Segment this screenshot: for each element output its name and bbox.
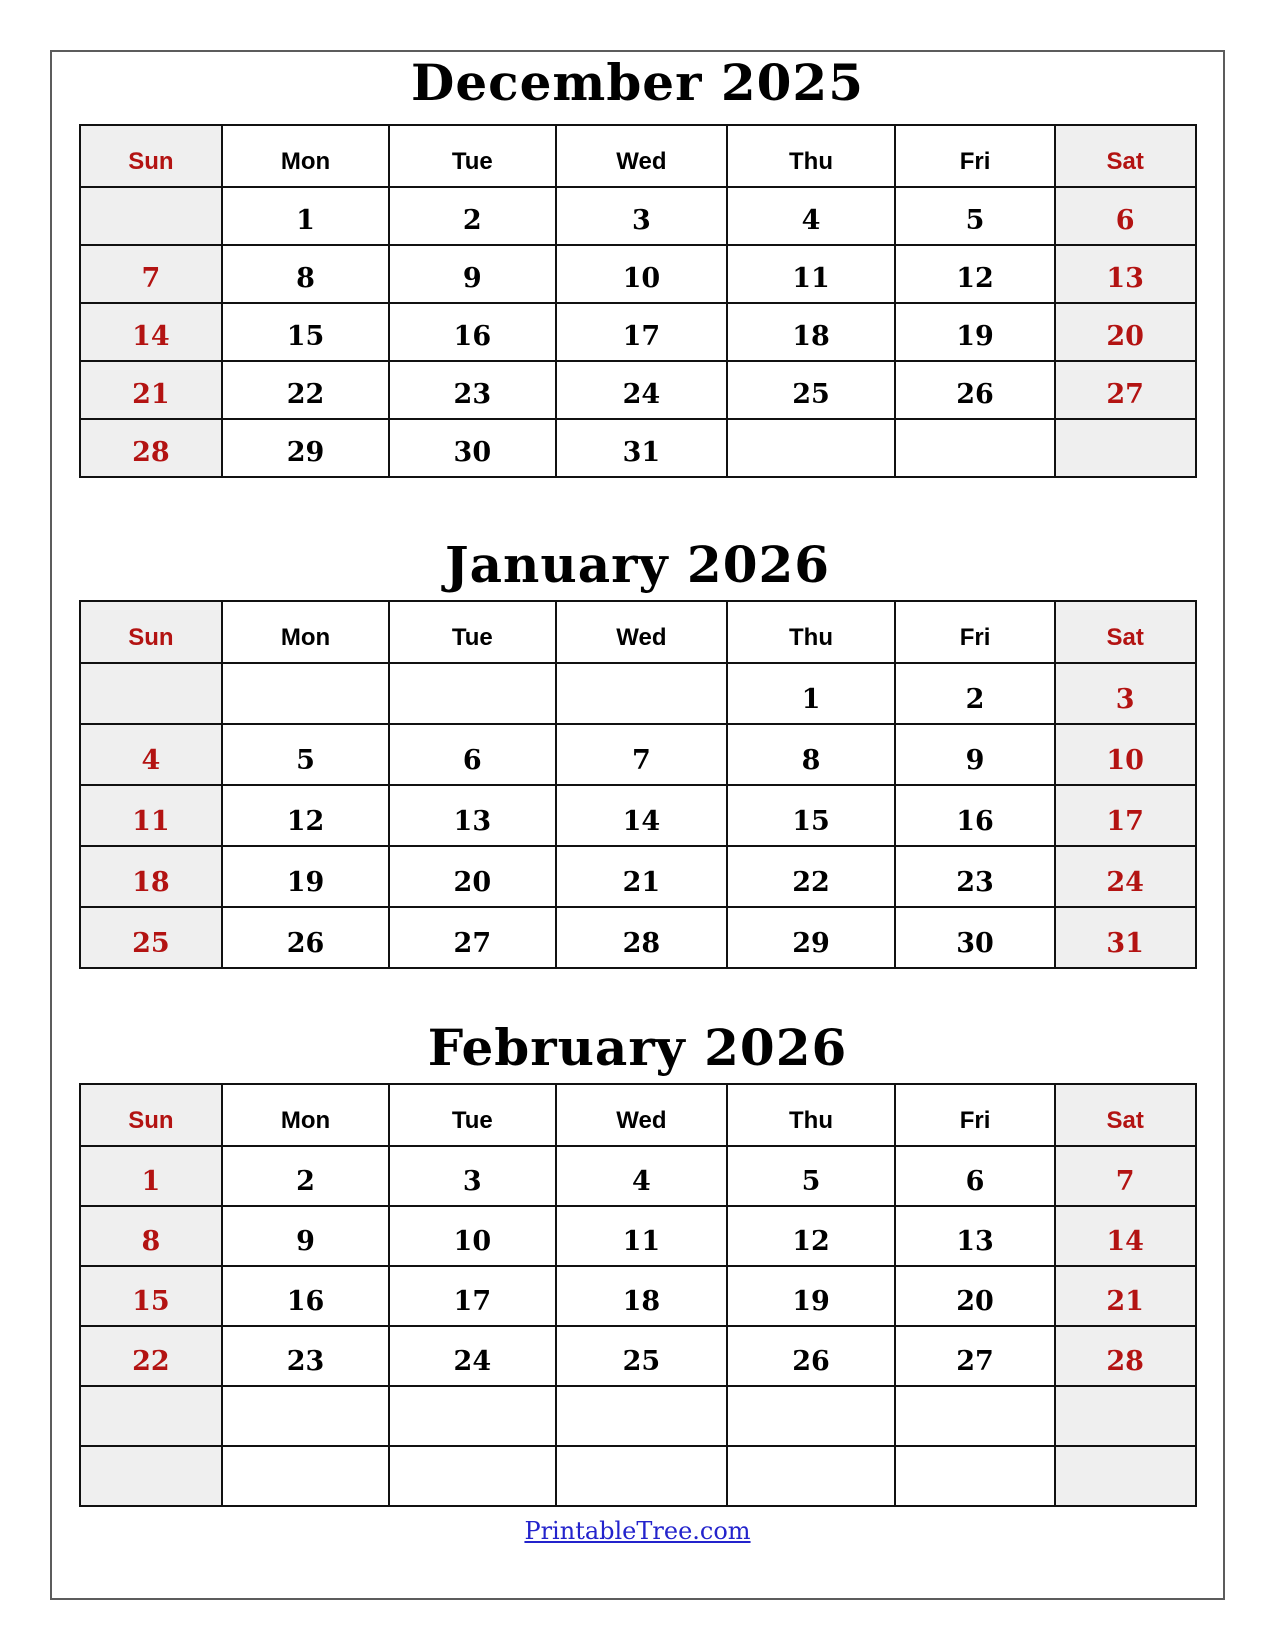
day-cell: 2 xyxy=(389,187,556,245)
day-cell-empty xyxy=(1055,1446,1196,1506)
day-cell: 30 xyxy=(895,907,1055,968)
day-cell: 31 xyxy=(1055,907,1196,968)
month-table-january-2026 xyxy=(79,600,1197,969)
day-cell: 7 xyxy=(556,724,727,785)
day-cell: 22 xyxy=(80,1326,223,1386)
day-cell: 20 xyxy=(895,1266,1055,1326)
weekday-header-row xyxy=(80,601,1196,663)
calendar-root xyxy=(52,53,1223,1507)
day-cell: 24 xyxy=(1055,846,1196,907)
day-cell: 4 xyxy=(80,724,223,785)
day-cell: 10 xyxy=(389,1206,556,1266)
day-cell: 13 xyxy=(895,1206,1055,1266)
day-cell: 20 xyxy=(389,846,556,907)
day-cell: 13 xyxy=(389,785,556,846)
day-cell: 21 xyxy=(556,846,727,907)
month-title-december-2025: December 2025 xyxy=(410,53,864,112)
day-cell: 15 xyxy=(80,1266,223,1326)
weekday-header-wed: Wed xyxy=(556,125,727,187)
week-row xyxy=(80,785,1196,846)
day-cell: 22 xyxy=(222,361,388,419)
day-cell: 9 xyxy=(895,724,1055,785)
day-cell-empty xyxy=(727,1446,896,1506)
footer-link[interactable]: PrintableTree.com xyxy=(524,1517,751,1545)
day-cell-empty xyxy=(556,1386,727,1446)
day-cell: 8 xyxy=(80,1206,223,1266)
day-cell-empty xyxy=(1055,419,1196,477)
day-cell: 4 xyxy=(727,187,896,245)
weekday-header-mon: Mon xyxy=(222,1084,388,1146)
week-row xyxy=(80,1146,1196,1206)
day-cell-empty xyxy=(895,1386,1055,1446)
weekday-header-sat: Sat xyxy=(1055,601,1196,663)
weekday-header-sun: Sun xyxy=(80,125,223,187)
month-section-december-2025 xyxy=(52,53,1223,478)
day-cell-empty xyxy=(80,663,223,724)
day-cell: 15 xyxy=(727,785,896,846)
day-cell-empty xyxy=(222,1446,388,1506)
day-cell: 8 xyxy=(222,245,388,303)
month-title-january-2026: January 2026 xyxy=(444,535,831,594)
day-cell-empty xyxy=(389,1446,556,1506)
week-row xyxy=(80,907,1196,968)
month-table-december-2025 xyxy=(79,124,1197,478)
weekday-header-mon: Mon xyxy=(222,125,388,187)
day-cell: 4 xyxy=(556,1146,727,1206)
weekday-header-tue: Tue xyxy=(389,125,556,187)
day-cell: 28 xyxy=(80,419,223,477)
weekday-header-tue: Tue xyxy=(389,1084,556,1146)
weekday-header-sun: Sun xyxy=(80,1084,223,1146)
month-section-february-2026 xyxy=(52,1018,1223,1507)
day-cell: 22 xyxy=(727,846,896,907)
weekday-header-fri: Fri xyxy=(895,1084,1055,1146)
day-cell: 26 xyxy=(727,1326,896,1386)
day-cell: 16 xyxy=(389,303,556,361)
week-row xyxy=(80,663,1196,724)
day-cell: 21 xyxy=(1055,1266,1196,1326)
day-cell: 20 xyxy=(1055,303,1196,361)
weekday-header-wed: Wed xyxy=(556,601,727,663)
day-cell: 16 xyxy=(895,785,1055,846)
day-cell: 12 xyxy=(222,785,388,846)
day-cell: 31 xyxy=(556,419,727,477)
weekday-header-mon: Mon xyxy=(222,601,388,663)
day-cell: 26 xyxy=(222,907,388,968)
day-cell: 3 xyxy=(1055,663,1196,724)
day-cell: 27 xyxy=(1055,361,1196,419)
day-cell: 5 xyxy=(895,187,1055,245)
day-cell: 8 xyxy=(727,724,896,785)
day-cell: 6 xyxy=(895,1146,1055,1206)
day-cell: 29 xyxy=(727,907,896,968)
day-cell: 12 xyxy=(895,245,1055,303)
day-cell: 7 xyxy=(80,245,223,303)
day-cell: 2 xyxy=(222,1146,388,1206)
day-cell: 6 xyxy=(1055,187,1196,245)
day-cell: 16 xyxy=(222,1266,388,1326)
day-cell: 10 xyxy=(556,245,727,303)
day-cell: 18 xyxy=(556,1266,727,1326)
day-cell-empty xyxy=(389,663,556,724)
weekday-header-thu: Thu xyxy=(727,1084,896,1146)
day-cell: 23 xyxy=(389,361,556,419)
day-cell: 21 xyxy=(80,361,223,419)
day-cell: 9 xyxy=(389,245,556,303)
day-cell: 14 xyxy=(556,785,727,846)
day-cell: 1 xyxy=(80,1146,223,1206)
day-cell: 19 xyxy=(222,846,388,907)
footer xyxy=(52,1517,1223,1545)
day-cell: 14 xyxy=(80,303,223,361)
month-title-february-2026: February 2026 xyxy=(427,1018,848,1077)
day-cell: 3 xyxy=(389,1146,556,1206)
day-cell-empty xyxy=(222,663,388,724)
day-cell: 23 xyxy=(895,846,1055,907)
day-cell: 27 xyxy=(895,1326,1055,1386)
week-row xyxy=(80,187,1196,245)
day-cell: 11 xyxy=(556,1206,727,1266)
day-cell-empty xyxy=(1055,1386,1196,1446)
day-cell-empty xyxy=(80,1446,223,1506)
weekday-header-thu: Thu xyxy=(727,601,896,663)
week-row xyxy=(80,1326,1196,1386)
day-cell: 3 xyxy=(556,187,727,245)
day-cell: 2 xyxy=(895,663,1055,724)
weekday-header-row xyxy=(80,125,1196,187)
weekday-header-fri: Fri xyxy=(895,125,1055,187)
month-section-january-2026 xyxy=(52,535,1223,969)
day-cell: 6 xyxy=(389,724,556,785)
day-cell: 18 xyxy=(80,846,223,907)
week-row xyxy=(80,724,1196,785)
weekday-header-thu: Thu xyxy=(727,125,896,187)
day-cell: 25 xyxy=(80,907,223,968)
month-table-february-2026 xyxy=(79,1083,1197,1507)
day-cell-empty xyxy=(80,187,223,245)
day-cell-empty xyxy=(389,1386,556,1446)
weekday-header-wed: Wed xyxy=(556,1084,727,1146)
day-cell: 19 xyxy=(727,1266,896,1326)
day-cell: 5 xyxy=(222,724,388,785)
day-cell: 23 xyxy=(222,1326,388,1386)
weekday-header-row xyxy=(80,1084,1196,1146)
week-row xyxy=(80,1266,1196,1326)
weekday-header-tue: Tue xyxy=(389,601,556,663)
day-cell: 19 xyxy=(895,303,1055,361)
day-cell: 1 xyxy=(222,187,388,245)
day-cell: 26 xyxy=(895,361,1055,419)
day-cell: 30 xyxy=(389,419,556,477)
day-cell: 24 xyxy=(389,1326,556,1386)
day-cell: 7 xyxy=(1055,1146,1196,1206)
day-cell-empty xyxy=(222,1386,388,1446)
week-row xyxy=(80,245,1196,303)
day-cell-empty xyxy=(727,1386,896,1446)
day-cell-empty xyxy=(895,419,1055,477)
day-cell-empty xyxy=(556,1446,727,1506)
day-cell: 18 xyxy=(727,303,896,361)
day-cell: 28 xyxy=(1055,1326,1196,1386)
day-cell: 17 xyxy=(1055,785,1196,846)
day-cell: 24 xyxy=(556,361,727,419)
day-cell: 25 xyxy=(727,361,896,419)
day-cell-empty xyxy=(727,419,896,477)
page-border-frame xyxy=(50,50,1225,1600)
day-cell: 25 xyxy=(556,1326,727,1386)
weekday-header-fri: Fri xyxy=(895,601,1055,663)
day-cell: 11 xyxy=(80,785,223,846)
day-cell: 17 xyxy=(389,1266,556,1326)
day-cell-empty xyxy=(80,1386,223,1446)
week-row xyxy=(80,1386,1196,1446)
day-cell: 1 xyxy=(727,663,896,724)
weekday-header-sat: Sat xyxy=(1055,125,1196,187)
week-row xyxy=(80,1206,1196,1266)
day-cell: 11 xyxy=(727,245,896,303)
week-row xyxy=(80,419,1196,477)
day-cell-empty xyxy=(895,1446,1055,1506)
week-row xyxy=(80,1446,1196,1506)
day-cell: 15 xyxy=(222,303,388,361)
day-cell: 10 xyxy=(1055,724,1196,785)
day-cell: 27 xyxy=(389,907,556,968)
day-cell: 14 xyxy=(1055,1206,1196,1266)
day-cell: 29 xyxy=(222,419,388,477)
day-cell-empty xyxy=(556,663,727,724)
week-row xyxy=(80,361,1196,419)
day-cell: 12 xyxy=(727,1206,896,1266)
week-row xyxy=(80,846,1196,907)
day-cell: 9 xyxy=(222,1206,388,1266)
week-row xyxy=(80,303,1196,361)
day-cell: 5 xyxy=(727,1146,896,1206)
day-cell: 17 xyxy=(556,303,727,361)
weekday-header-sun: Sun xyxy=(80,601,223,663)
day-cell: 13 xyxy=(1055,245,1196,303)
day-cell: 28 xyxy=(556,907,727,968)
weekday-header-sat: Sat xyxy=(1055,1084,1196,1146)
